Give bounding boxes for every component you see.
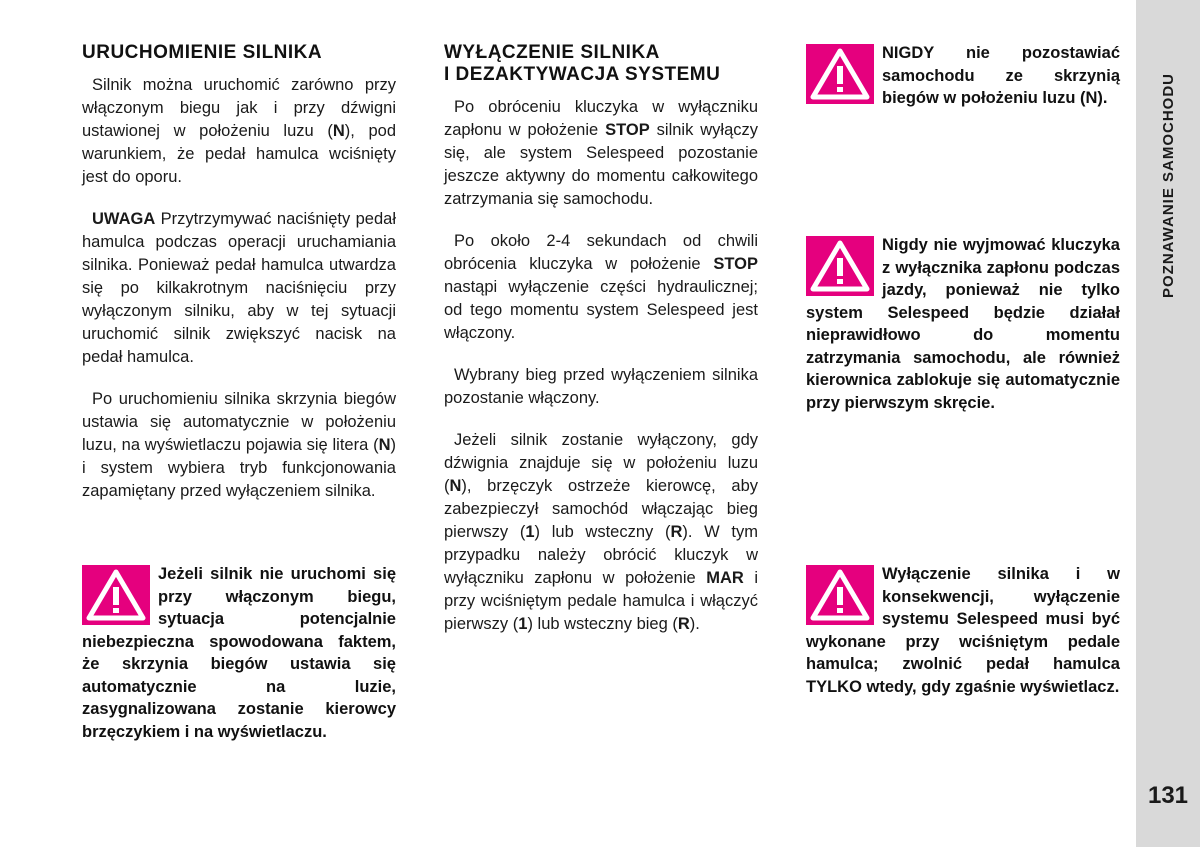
warning-box-brake-pedal: Wyłączenie silnika i w konsekwencji, wyłączenie systemu Selespeed musi być wykonane przy wciśniętym pedale hamulca; zwolnić pedał hamulca TYLKO wtedy, gdy zgaśnie wyświetlacz.	[806, 565, 1120, 696]
heading-starting-engine: URUCHOMIENIE SILNIKA	[82, 42, 323, 63]
column-switching-off	[444, 42, 758, 655]
section-label	[1138, 40, 1198, 330]
page-number: 131	[1147, 782, 1189, 809]
column-starting-engine	[82, 42, 396, 522]
paragraph-stop-position: Po obróceniu kluczyka w wyłączniku zapłonu w położenie STOP silnik wyłączy się, ale system Selespeed pozostanie jeszcze aktywny do momentu całkowitego zatrzymania się samochodu.	[444, 98, 758, 208]
warning-triangle-icon	[806, 44, 874, 104]
paragraph-caution: UWAGA Przytrzymywać naciśnięty pedał hamulca podczas operacji uruchamiania silnika. Ponieważ pedał hamulca utwardza się po kilkakrotnym naciśnięciu przy wyłączonym silniku, aby w tej sytuacji uruchomić silnik zwiększyć nacisk na pedał hamulca.	[82, 210, 396, 366]
paragraph-after-start: Po uruchomieniu silnika skrzynia biegów ustawia się automatycznie w położeniu luzu, na wyświetlaczu pojawia się litera (N) i system wybiera tryb funkcjonowania zapamiętany przed wyłączeniem silnika.	[82, 390, 396, 500]
paragraph-neutral-buzzer: Jeżeli silnik zostanie wyłączony, gdy dźwignia znajduje się w położeniu luzu (N), brzęczyk ostrzeże kierowcę, aby zabezpieczył samochód włączając bieg pierwszy (1) lub wsteczny (R). W tym przypadku należy obrócić kluczyk w wyłączniku zapłonu w położenie MAR i przy wciśniętym pedale hamulca i włączyć pierwszy (1) lub wsteczny bieg (R).	[444, 431, 759, 633]
paragraph-gear-remains: Wybrany bieg przed wyłączeniem silnika pozostanie włączony.	[444, 366, 758, 407]
paragraph-start-conditions: Silnik można uruchomić zarówno przy włączonym biegu jak i przy dźwigni ustawionej w położeniu luzu (N), pod warunkiem, że pedał hamulca wciśnięty jest do oporu.	[82, 76, 396, 186]
warning-triangle-icon	[806, 565, 874, 625]
caution-label: UWAGA	[92, 210, 156, 228]
section-label-text: POZNAWANIE SAMOCHODU	[1159, 72, 1177, 298]
warning-box-start-in-gear: Jeżeli silnik nie uruchomi się przy włączonym biegu, sytuacja potencjalnie niebezpieczna spowodowana faktem, że skrzynia biegów ustawia się automatycznie na luzie, zasygnalizowana zostanie kierowcy brzęczykiem i na wyświetlaczu.	[82, 565, 396, 741]
paragraph-hydraulic-off: Po około 2-4 sekundach od chwili obrócenia kluczyka w położenie STOP nastąpi wyłączenie części hydraulicznej; od tego momentu system Selespeed jest włączony.	[444, 232, 758, 342]
warning-box-neutral: NIGDY nie pozostawiać samochodu ze skrzynią biegów w położeniu luzu (N).	[806, 42, 1120, 110]
warning-triangle-icon	[806, 236, 874, 296]
warning-box-key-removal: Nigdy nie wyjmować kluczyka z wyłącznika zapłonu podczas jazdy, ponieważ nie tylko system Selespeed będzie działał nieprawidłowo do momentu zatrzymania samochodu, ale również kierownica zablokuje się automatycznie przy pierwszym skręcie.	[806, 236, 1120, 412]
warning-triangle-icon	[82, 565, 150, 625]
heading-switching-off: WYŁĄCZENIE SILNIKA I DEZAKTYWACJA SYSTEMU	[444, 42, 721, 85]
